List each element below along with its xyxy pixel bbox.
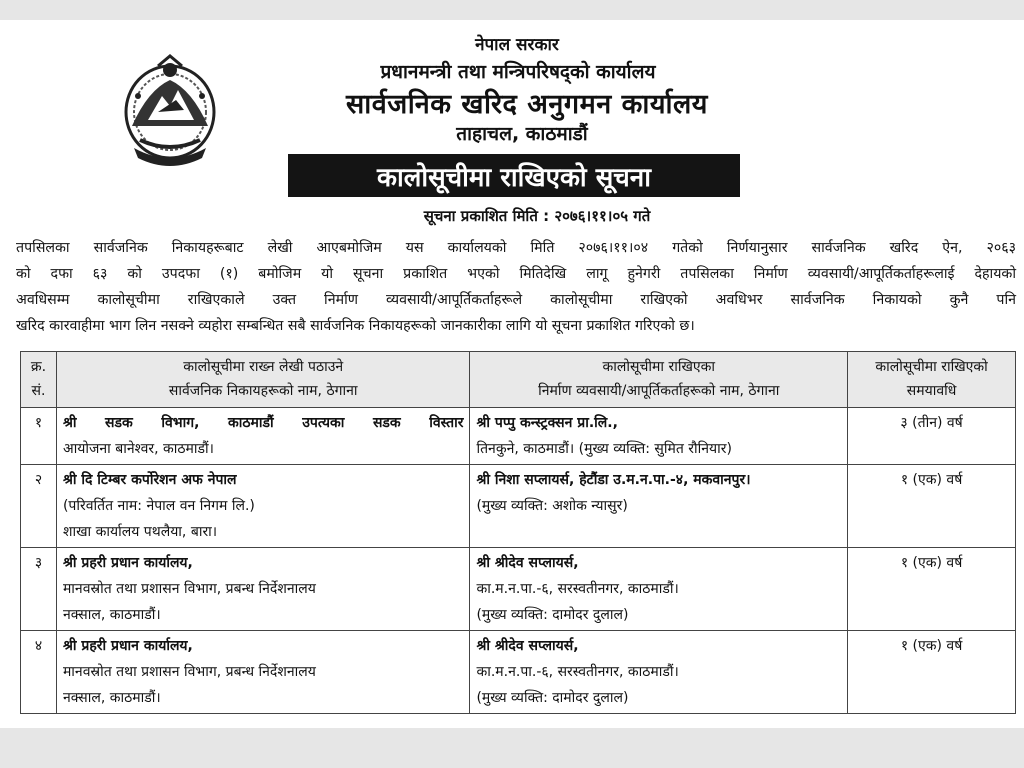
header-duration: कालोसूचीमा राखिएको समयावधि bbox=[848, 352, 1016, 408]
intro-line: खरिद कारवाहीमा भाग लिन नसक्ने व्यहोरा सम्बन्धित सबै सार्वजनिक निकायहरूको जानकारीका लागि यो सूचना प्रकाशित गरिएको छ। bbox=[16, 318, 695, 334]
row-supplier: श्री श्रीदेव सप्लायर्स, का.म.न.पा.-६, सरस्वतीनगर, काठमाडौं। (मुख्य व्यक्ति: दामोदर दुलाल) bbox=[470, 631, 848, 714]
intro-line: को दफा ६३ को उपदफा (१) बमोजिम यो सूचना प्रकाशित भएको मितिदेखि लागू हुनेगरी तपसिलका निर्माण व्यवसायी/आपूर्तिकर्ताहरूलाई देहायको bbox=[16, 266, 1016, 282]
header-supplier: कालोसूचीमा राखिएका निर्माण व्यवसायी/आपूर्तिकर्ताहरूको नाम, ठेगाना bbox=[470, 352, 848, 408]
row-sn: ४ bbox=[21, 631, 57, 714]
intro-paragraph bbox=[16, 235, 1016, 339]
agency-address: ताहाचल, काठमाडौं bbox=[456, 123, 588, 145]
row-entity: श्री प्रहरी प्रधान कार्यालय, मानवस्रोत तथा प्रशासन विभाग, प्रबन्ध निर्देशनालय नक्साल, काठमाडौं। bbox=[56, 548, 470, 631]
table-row bbox=[21, 631, 1016, 714]
blacklist-table bbox=[20, 351, 1016, 714]
table-row bbox=[21, 408, 1016, 465]
table-row bbox=[21, 465, 1016, 548]
row-sn: १ bbox=[21, 408, 57, 465]
table-header-row bbox=[21, 352, 1016, 408]
publication-date: सूचना प्रकाशित मिति : २०७६।११।०५ गते bbox=[423, 207, 651, 225]
row-entity: श्री प्रहरी प्रधान कार्यालय, मानवस्रोत तथा प्रशासन विभाग, प्रबन्ध निर्देशनालय नक्साल, काठमाडौं। bbox=[56, 631, 470, 714]
government-name: नेपाल सरकार bbox=[475, 35, 559, 55]
office-name: प्रधानमन्त्री तथा मन्त्रिपरिषद्को कार्यालय bbox=[380, 61, 656, 83]
row-entity: श्री दि टिम्बर कर्पोरेशन अफ नेपाल (परिवर्तित नाम: नेपाल वन निगम लि.) शाखा कार्यालय पथलैया, बारा। bbox=[56, 465, 470, 548]
notice-document bbox=[0, 20, 1024, 728]
agency-name: सार्वजनिक खरिद अनुगमन कार्यालय bbox=[346, 89, 708, 120]
page-background-band bbox=[0, 728, 1024, 768]
row-duration: १ (एक) वर्ष bbox=[848, 631, 1016, 714]
row-supplier: श्री पप्पु कन्स्ट्रक्सन प्रा.लि., तिनकुने, काठमाडौं। (मुख्य व्यक्ति: सुमित रौनियार) bbox=[470, 408, 848, 465]
row-supplier: श्री निशा सप्लायर्स, हेटौंडा उ.म.न.पा.-४, मकवानपुर। (मुख्य व्यक्ति: अशोक न्यासुर) bbox=[470, 465, 848, 548]
intro-line: अवधिसम्म कालोसूचीमा राखिएकाले उक्त निर्माण व्यवसायी/आपूर्तिकर्ताहरूले कालोसूचीमा राखिएको अवधिभर सार्वजनिक निकायको कुनै पनि bbox=[16, 292, 1016, 308]
row-sn: ३ bbox=[21, 548, 57, 631]
row-supplier: श्री श्रीदेव सप्लायर्स, का.म.न.पा.-६, सरस्वतीनगर, काठमाडौं। (मुख्य व्यक्ति: दामोदर दुलाल) bbox=[470, 548, 848, 631]
header-sn: क्र. सं. bbox=[21, 352, 57, 408]
row-sn: २ bbox=[21, 465, 57, 548]
notice-title: कालोसूचीमा राखिएको सूचना bbox=[288, 154, 740, 197]
intro-line: तपसिलका सार्वजनिक निकायहरूबाट लेखी आएबमोजिम यस कार्यालयको मिति २०७६।११।०४ गतेको निर्णयानुसार सार्वजनिक खरिद ऐन, २०६३ bbox=[16, 240, 1016, 256]
row-duration: ३ (तीन) वर्ष bbox=[848, 408, 1016, 465]
row-duration: १ (एक) वर्ष bbox=[848, 548, 1016, 631]
table-row bbox=[21, 548, 1016, 631]
row-duration: १ (एक) वर्ष bbox=[848, 465, 1016, 548]
header-entity: कालोसूचीमा राख्न लेखी पठाउने सार्वजनिक निकायहरूको नाम, ठेगाना bbox=[56, 352, 470, 408]
row-entity: श्री सडक विभाग, काठमाडौं उपत्यका सडक विस्तार आयोजना बानेश्वर, काठमाडौं। bbox=[56, 408, 470, 465]
